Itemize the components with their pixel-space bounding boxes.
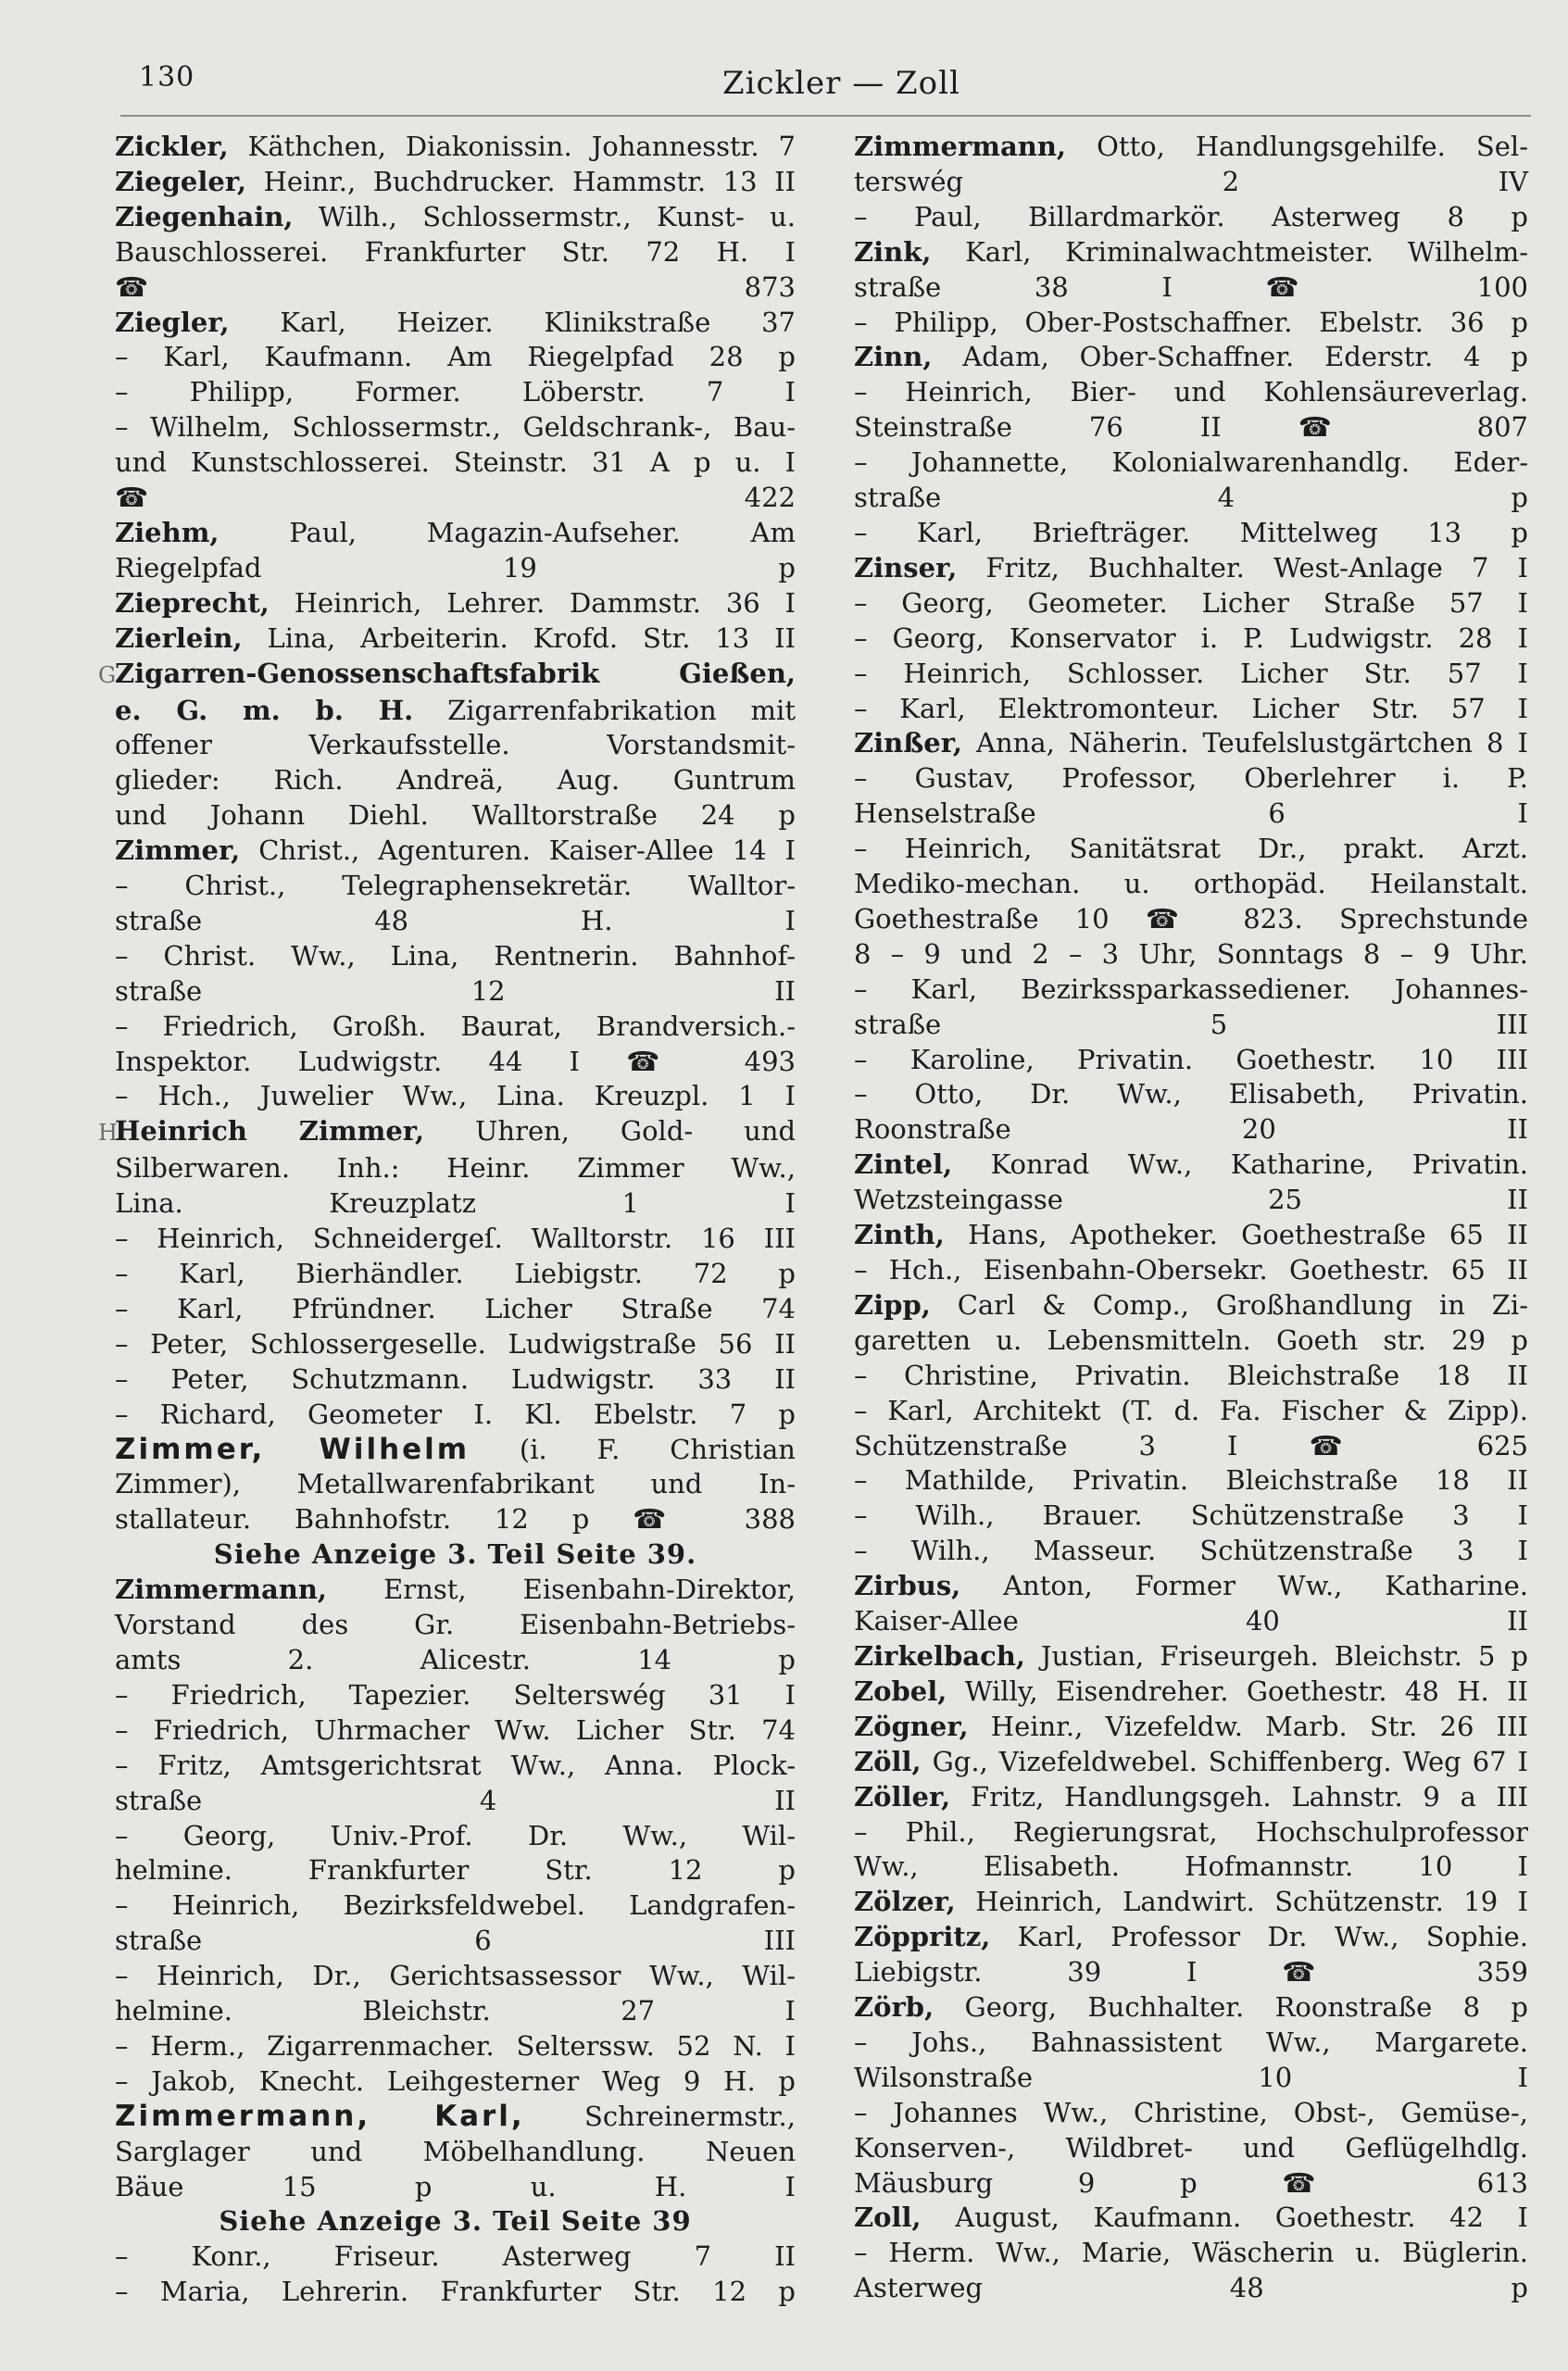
surname: Ziegeler,	[115, 165, 247, 197]
entry-text: – Fritz, Amtsgerichtsrat Ww., Anna. Plock-	[115, 1749, 796, 1781]
entry-text: – Peter, Schlossergeselle. Ludwigstraße 56 II	[115, 1327, 796, 1360]
entry-text: ☎ 422	[115, 482, 796, 514]
entry-text: Karl, Heizer. Klinikstraße 37	[229, 306, 796, 338]
entry-text: helmine. Frankfurter Str. 12 p	[115, 1854, 796, 1887]
entry-text: Steinstraße 76 II ☎ 807	[854, 411, 1528, 444]
surname: Zöller,	[854, 1780, 951, 1813]
directory-line	[115, 1608, 796, 1643]
entry-text: stallateur. Bahnhofstr. 12 p ☎ 388	[115, 1503, 796, 1536]
directory-line	[115, 235, 796, 270]
entry-text: – Herm. Ww., Marie, Wäscherin u. Büglerin.	[854, 2237, 1528, 2269]
entry-text: – Georg, Univ.-Prof. Dr. Ww., Wil-	[115, 1819, 796, 1851]
directory-line	[854, 761, 1528, 797]
entry-text: Vorstand des Gr. Eisenbahn-Betriebs-	[115, 1609, 796, 1641]
directory-line	[854, 1253, 1528, 1288]
directory-line	[854, 410, 1528, 445]
entry-text: – Heinrich, Schneidergeſ. Walltorstr. 16 III	[115, 1223, 796, 1255]
directory-line	[115, 165, 796, 200]
entry-text: – Johannette, Kolonialwarenhandlg. Eder-	[854, 446, 1528, 479]
directory-line	[115, 130, 796, 165]
directory-line	[115, 1292, 796, 1327]
entry-text: glieder: Rich. Andreä, Aug. Guntrum	[115, 764, 796, 797]
entry-text: Wetzsteingasse 25 II	[854, 1184, 1528, 1216]
entry-text: – Johannes Ww., Christine, Obst-, Gemüse-,	[854, 2096, 1528, 2128]
entry-text: Paul, Magazin-Aufseher. Am	[219, 516, 796, 548]
entry-text: Goethestraße 10 ☎ 823. Sprechstunde	[854, 902, 1528, 935]
entry-text: – Hch., Eisenbahn-Obersekr. Goethestr. 65 II	[854, 1254, 1528, 1286]
directory-line	[115, 1079, 796, 1114]
entry-text: Karl, Professor Dr. Ww., Sophie.	[990, 1921, 1528, 1953]
directory-line	[854, 832, 1528, 867]
surname: Zörb,	[854, 1991, 935, 2024]
directory-line	[115, 1959, 796, 1994]
entry-text: straße 6 III	[115, 1925, 796, 1957]
directory-line	[854, 340, 1528, 375]
entry-text: – Philipp, Ober-Postschaffner. Ebelstr. 36 p	[854, 306, 1528, 338]
directory-line	[854, 1850, 1528, 1885]
entry-text: Zimmer), Metallwarenfabrikant und In-	[115, 1468, 796, 1500]
entry-text: – Karl, Elektromonteur. Licher Str. 57 I	[854, 692, 1528, 724]
surname: Zöppritz,	[854, 1921, 991, 1953]
directory-line	[854, 1148, 1528, 1183]
entry-text: Karl, Kriminalwachtmeister. Wilhelm-	[931, 235, 1528, 268]
directory-line	[854, 1920, 1528, 1955]
entry-text: – Wilh., Brauer. Schützenstraße 3 I	[854, 1499, 1528, 1532]
directory-line	[115, 621, 796, 657]
directory-line	[115, 834, 796, 869]
surname: Ziehm,	[115, 516, 220, 548]
entry-text: – Georg, Geometer. Licher Straße 57 I	[854, 586, 1528, 619]
directory-line	[115, 694, 796, 729]
entry-text: – Wilh., Masseur. Schützenstraße 3 I	[854, 1535, 1528, 1567]
directory-line	[115, 1749, 796, 1784]
entry-text: Georg, Buchhalter. Roonstraße 8 p	[934, 1991, 1528, 2024]
entry-text: – Johs., Bahnassistent Ww., Margarete.	[854, 2026, 1528, 2058]
entry-text: offener Verkaufsstelle. Vorstandsmit-	[115, 729, 796, 761]
directory-line: HHeinrich Zimmer, Uhren, Gold- und	[98, 1115, 797, 1148]
directory-line	[854, 1745, 1528, 1780]
directory-line	[854, 200, 1528, 235]
directory-line	[115, 516, 796, 551]
entry-text: Inspektor. Ludwigstr. 44 I ☎ 493	[115, 1045, 796, 1077]
entry-text: – Wilhelm, Schlossermstr., Geldschrank-, Bau-	[115, 411, 796, 444]
entry-text: garetten u. Lebensmitteln. Goeth str. 29 p	[854, 1323, 1528, 1356]
directory-line	[115, 1994, 796, 2029]
surname: Zinn,	[854, 341, 933, 373]
entry-text: Heinrich, Lehrer. Dammstr. 36 I	[269, 586, 796, 619]
directory-line	[115, 340, 796, 375]
entry-text: Uhren, Gold- und	[424, 1115, 797, 1148]
surname: Zipp,	[854, 1288, 931, 1321]
directory-line	[115, 410, 796, 445]
directory-line	[854, 657, 1528, 692]
entry-text: Sarglager und Möbelhandlung. Neuen	[115, 2135, 796, 2167]
directory-line	[854, 306, 1528, 341]
directory-line	[854, 867, 1528, 902]
entry-text: Bäue 15 p u. H. I	[115, 2170, 796, 2202]
directory-line	[115, 2170, 796, 2205]
directory-line	[854, 726, 1528, 761]
entry-text: – Friedrich, Großh. Baurat, Brandversich.-	[115, 1010, 796, 1042]
directory-line	[115, 1151, 796, 1186]
directory-line	[115, 306, 796, 341]
entry-text: – Heinrich, Schlosser. Licher Str. 57 I	[854, 657, 1528, 689]
surname: Zinth,	[854, 1219, 945, 1251]
entry-text: Ernst, Eisenbahn-Direktor,	[327, 1574, 796, 1606]
directory-line	[115, 1327, 796, 1362]
entry-text: – Philipp, Former. Löberstr. 7 I	[115, 376, 796, 408]
entry-text: – Peter, Schutzmann. Ludwigstr. 33 II	[115, 1362, 796, 1395]
directory-line	[854, 1604, 1528, 1639]
entry-text: Zigarrenfabrikation mit	[413, 694, 796, 726]
surname: Zimmermann,	[854, 131, 1067, 162]
entry-text: Anton, Former Ww., Katharine.	[960, 1570, 1528, 1602]
directory-line	[115, 974, 796, 1010]
entry-text: Adam, Ober-Schaffner. Ederstr. 4 p	[932, 341, 1528, 373]
entry-text: Hans, Apotheker. Goethestraße 65 II	[944, 1219, 1528, 1251]
directory-line	[115, 1433, 796, 1468]
directory-line	[115, 2275, 796, 2310]
page-number: 130	[139, 61, 195, 94]
directory-line	[115, 2135, 796, 2170]
entry-text: – Karl, Bezirkssparkassediener. Johannes-	[854, 972, 1528, 1005]
entry-text: – Karl, Pfründner. Licher Straße 74	[115, 1292, 796, 1324]
entry-text: amts 2. Alicestr. 14 p	[115, 1643, 796, 1675]
surname: Zieprecht,	[115, 586, 270, 619]
directory-line	[115, 2029, 796, 2064]
directory-line	[854, 1569, 1528, 1604]
entry-text: – Heinrich, Sanitätsrat Dr., prakt. Arzt.	[854, 833, 1528, 865]
surname: Zinßer,	[854, 727, 963, 759]
entry-text: – Karl, Briefträger. Mittelweg 13 p	[854, 516, 1528, 548]
surname: Zöll,	[854, 1745, 922, 1777]
entry-text: – Jakob, Knecht. Leihgesterner Weg 9 H. p	[115, 2064, 796, 2097]
directory-line	[854, 2236, 1528, 2271]
directory-line	[115, 2100, 796, 2135]
surname: Zimmermann,	[115, 1574, 328, 1606]
entry-text: – Heinrich, Bezirksfeldwebel. Landgrafen-	[115, 1889, 796, 1922]
directory-line	[854, 1183, 1528, 1218]
directory-line	[854, 2096, 1528, 2131]
entry-text: Schützenstraße 3 I ☎ 625	[854, 1429, 1528, 1461]
directory-line	[854, 1043, 1528, 1078]
entry-text: – Maria, Lehrerin. Frankfurter Str. 12 p	[115, 2276, 796, 2308]
entry-text: Justian, Friseurgeh. Bleichstr. 5 p	[1024, 1639, 1528, 1672]
directory-line	[115, 1467, 796, 1502]
directory-line	[115, 904, 796, 939]
surname: Heinrich Zimmer,	[115, 1115, 425, 1148]
entry-text: – Georg, Konservator i. P. Ludwigstr. 28 I	[854, 621, 1528, 654]
directory-line	[115, 1784, 796, 1819]
directory-line	[115, 2064, 796, 2100]
directory-line	[854, 516, 1528, 551]
entry-text: Silberwaren. Inh.: Heinr. Zimmer Ww.,	[115, 1152, 796, 1185]
entry-text: – Christ., Telegraphensekretär. Walltor-	[115, 870, 796, 902]
directory-line	[115, 939, 796, 974]
entry-text: Konserven-, Wildbret- und Geflügelhdlg.	[854, 2131, 1528, 2164]
directory-line	[115, 551, 796, 586]
directory-line	[115, 1678, 796, 1713]
directory-line	[115, 1186, 796, 1222]
surname: Ziegler,	[115, 306, 230, 338]
surname: Zimmer,	[115, 834, 241, 867]
entry-text: Willy, Eisendreher. Goethestr. 48 H. II	[947, 1675, 1528, 1707]
directory-line	[115, 445, 796, 481]
directory-line	[115, 1502, 796, 1537]
entry-text: – Heinrich, Bier- und Kohlensäureverlag.	[854, 376, 1528, 408]
directory-line	[115, 1713, 796, 1749]
surname: Zirbus,	[854, 1570, 961, 1602]
directory-line	[115, 1888, 796, 1924]
directory-line	[115, 1398, 796, 1433]
entry-text: – Otto, Dr. Ww., Elisabeth, Privatin.	[854, 1078, 1528, 1110]
entry-text: helmine. Bleichstr. 27 I	[115, 1995, 796, 2027]
entry-text: Roonstraße 20 II	[854, 1113, 1528, 1146]
directory-line	[854, 1394, 1528, 1429]
directory-line	[854, 937, 1528, 972]
surname: Zickler,	[115, 131, 229, 162]
directory-line	[854, 2271, 1528, 2306]
entry-text: – Mathilde, Privatin. Bleichstraße 18 II	[854, 1464, 1528, 1497]
directory-line	[854, 165, 1528, 200]
surname: Zigarren-Genossenschaftsfabrik Gießen,	[115, 657, 796, 689]
advertised-name: Zimmermann, Karl,	[115, 2099, 525, 2133]
directory-line	[854, 1710, 1528, 1745]
entry-text: Heinr., Buchdrucker. Hammstr. 13 II	[246, 165, 796, 197]
header-rule	[120, 115, 1531, 117]
entry-text: – Friedrich, Uhrmacher Ww. Licher Str. 74	[115, 1713, 796, 1746]
entry-text: Fritz, Buchhalter. West-Anlage 7 I	[957, 551, 1528, 583]
advertised-name: Zimmer, Wilhelm	[115, 1432, 470, 1466]
entry-text: – Herm., Zigarrenmacher. Selterssw. 52 N. I	[115, 2029, 796, 2062]
directory-line	[854, 2026, 1528, 2061]
directory-line	[115, 375, 796, 410]
directory-line	[854, 692, 1528, 727]
directory-line	[854, 1780, 1528, 1815]
surname: Zoll,	[854, 2202, 922, 2234]
entry-text: Henselstraße 6 I	[854, 797, 1528, 830]
directory-line	[115, 1045, 796, 1080]
surname: Zögner,	[854, 1710, 969, 1742]
directory-line	[854, 1218, 1528, 1253]
directory-line	[854, 1499, 1528, 1534]
directory-line	[115, 763, 796, 798]
directory-line	[854, 1359, 1528, 1394]
directory-line	[854, 2061, 1528, 2096]
entry-text: – Karl, Architekt (T. d. Fa. Fischer & Zipp).	[854, 1394, 1528, 1426]
entry-text: Fritz, Handlungsgeh. Lahnstr. 9 a III	[950, 1780, 1528, 1813]
directory-line	[115, 1853, 796, 1888]
entry-text: Wilh., Schlossermstr., Kunst- u.	[293, 200, 796, 232]
entry-text: – Karl, Kaufmann. Am Riegelpfad 28 p	[115, 341, 796, 373]
directory-line	[854, 1885, 1528, 1920]
directory-line	[115, 798, 796, 834]
entry-text: Mäusburg 9 p ☎ 613	[854, 2166, 1528, 2199]
entry-text: Mediko-mechan. u. orthopäd. Heilanstalt.	[854, 868, 1528, 900]
directory-line	[854, 1990, 1528, 2026]
entry-text: straße 48 H. I	[115, 904, 796, 936]
entry-text: Käthchen, Diakonissin. Johannesstr. 7	[228, 131, 796, 162]
directory-line	[854, 1955, 1528, 1990]
directory-line	[854, 621, 1528, 657]
directory-line	[115, 1643, 796, 1678]
directory-line	[854, 1815, 1528, 1850]
directory-line	[854, 551, 1528, 586]
directory-line	[115, 1010, 796, 1045]
directory-line	[115, 1819, 796, 1854]
directory-line: GZigarren-Genossenschaftsfabrik Gießen,	[98, 657, 796, 689]
directory-line	[854, 2201, 1528, 2236]
entry-text: Anna, Näherin. Teufelslustgärtchen 8 I	[962, 727, 1528, 759]
entry-text: Lina. Kreuzplatz 1 I	[115, 1187, 796, 1220]
directory-line	[854, 972, 1528, 1008]
directory-line	[854, 1429, 1528, 1464]
entry-text: Christ., Agenturen. Kaiser-Allee 14 I	[240, 834, 796, 867]
entry-text: – Karl, Bierhändler. Liebigstr. 72 p	[115, 1258, 796, 1289]
running-head: Zickler — Zoll	[722, 65, 960, 102]
entry-text: – Karoline, Privatin. Goethestr. 10 III	[854, 1043, 1528, 1075]
directory-line	[854, 1639, 1528, 1675]
entry-text: und Johann Diehl. Walltorstraße 24 p	[115, 799, 796, 832]
directory-line	[115, 1222, 796, 1257]
surname: Zölzer,	[854, 1886, 956, 1918]
directory-line	[854, 481, 1528, 516]
entry-text: Otto, Handlungsgehilfe. Sel-	[1066, 131, 1528, 162]
entry-text: Ww., Elisabeth. Hofmannstr. 10 I	[854, 1850, 1528, 1883]
entry-text: – Friedrich, Tapezier. Selterswég 31 I	[115, 1678, 796, 1711]
directory-line	[854, 1112, 1528, 1148]
entry-text: straße 4 II	[115, 1784, 796, 1816]
entry-text: ☎ 873	[115, 270, 796, 303]
directory-line	[854, 1675, 1528, 1710]
entry-text: – Richard, Geometer I. Kl. Ebelstr. 7 p	[115, 1398, 796, 1430]
directory-line	[854, 1323, 1528, 1359]
directory-line	[115, 200, 796, 235]
directory-line	[115, 869, 796, 904]
directory-line	[115, 481, 796, 516]
directory-line	[854, 1288, 1528, 1323]
directory-line	[854, 270, 1528, 306]
surname: Zierlein,	[115, 621, 243, 654]
surname: Zirkelbach,	[854, 1639, 1025, 1672]
entry-text: – Phil., Regierungsrat, Hochschulprofessor	[854, 1815, 1528, 1848]
directory-line: Siehe Anzeige 3. Teil Seite 39.	[213, 1538, 697, 1571]
directory-line	[115, 1257, 796, 1292]
surname: Zintel,	[854, 1148, 953, 1181]
entry-text: August, Kaufmann. Goethestr. 42 I	[921, 2202, 1528, 2234]
directory-line	[854, 586, 1528, 621]
entry-text: Riegelpfad 19 p	[115, 551, 796, 583]
directory-line: Siehe Anzeige 3. Teil Seite 39	[219, 2205, 692, 2238]
entry-text: Kaiser-Allee 40 II	[854, 1605, 1528, 1637]
directory-line	[115, 1362, 796, 1398]
surname: Zinser,	[854, 551, 958, 583]
directory-line	[854, 902, 1528, 937]
directory-line	[854, 375, 1528, 410]
entry-text: Heinrich, Landwirt. Schützenstr. 19 I	[955, 1886, 1528, 1918]
entry-text: straße 12 II	[115, 974, 796, 1007]
directory-line	[115, 728, 796, 763]
entry-text: – Christine, Privatin. Bleichstraße 18 II	[854, 1359, 1528, 1391]
surname: Zobel,	[854, 1675, 947, 1707]
right-column	[854, 130, 1528, 2306]
entry-text: straße 5 III	[854, 1008, 1528, 1040]
directory-line	[854, 797, 1528, 832]
entry-text: Heinr., Vizefeldw. Marb. Str. 26 III	[968, 1710, 1528, 1742]
entry-text: Asterweg 48 p	[854, 2272, 1528, 2304]
surname: e. G. m. b. H.	[115, 694, 414, 726]
directory-line	[854, 1463, 1528, 1499]
entry-text: – Konr., Friseur. Asterweg 7 II	[115, 2240, 796, 2273]
entry-text: – Paul, Billardmarkör. Asterweg 8 p	[854, 200, 1528, 232]
entry-text: Gg., Vizefeldwebel. Schiffenberg. Weg 67 I	[921, 1745, 1528, 1777]
directory-line	[115, 270, 796, 306]
directory-line	[854, 1077, 1528, 1112]
entry-text: Lina, Arbeiterin. Krofd. Str. 13 II	[242, 621, 796, 654]
entry-text: – Christ. Ww., Lina, Rentnerin. Bahnhof-	[115, 939, 796, 972]
entry-text: (i. F. Christian	[470, 1433, 796, 1465]
directory-line	[854, 130, 1528, 165]
directory-line	[115, 1924, 796, 1959]
entry-text: Konrad Ww., Katharine, Privatin.	[952, 1148, 1528, 1181]
entry-text: Carl & Comp., Großhandlung in Zi-	[930, 1288, 1528, 1321]
directory-line	[854, 445, 1528, 481]
entry-text: Wilsonstraße 10 I	[854, 2061, 1528, 2093]
entry-text: Liebigstr. 39 I ☎ 359	[854, 1956, 1528, 1988]
directory-line	[854, 1534, 1528, 1569]
left-column	[98, 130, 797, 2310]
entry-text: – Gustav, Professor, Oberlehrer i. P.	[854, 762, 1528, 795]
entry-text: Schreinermstr.,	[524, 2100, 796, 2132]
directory-line	[115, 586, 796, 621]
entry-text: und Kunstschlosserei. Steinstr. 31 A p u. I	[115, 446, 796, 479]
entry-text: Bauschlosserei. Frankfurter Str. 72 H. I	[115, 235, 796, 268]
entry-text: terswég 2 IV	[854, 165, 1528, 197]
directory-line	[854, 2131, 1528, 2166]
entry-text: straße 38 I ☎ 100	[854, 270, 1528, 303]
entry-text: – Heinrich, Dr., Gerichtsassessor Ww., Wil-	[115, 1960, 796, 1992]
entry-text: 8 – 9 und 2 – 3 Uhr, Sonntags 8 – 9 Uhr.	[854, 937, 1528, 970]
surname: Ziegenhain,	[115, 200, 294, 232]
surname: Zink,	[854, 235, 932, 268]
directory-line	[854, 1008, 1528, 1043]
directory-line	[115, 2239, 796, 2275]
directory-line	[854, 235, 1528, 270]
entry-text: – Hch., Juwelier Ww., Lina. Kreuzpl. 1 I	[115, 1080, 796, 1112]
entry-text: straße 4 p	[854, 482, 1528, 514]
directory-line	[115, 1573, 796, 1608]
directory-line	[854, 2166, 1528, 2202]
